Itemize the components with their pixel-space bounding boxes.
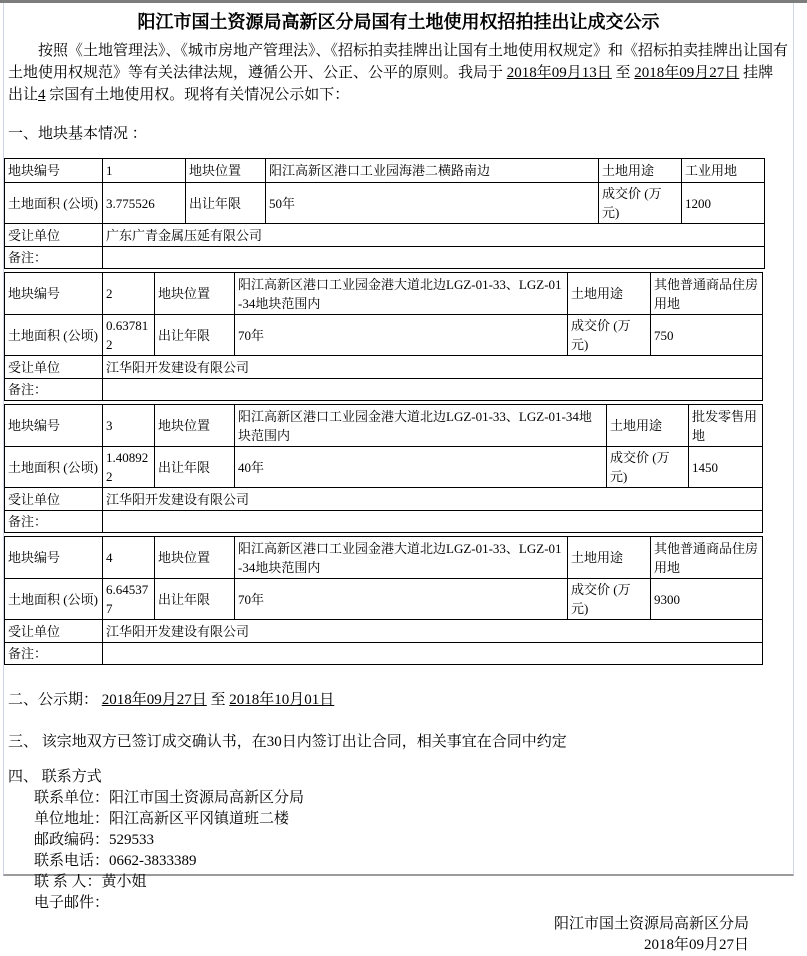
table-row xyxy=(5,247,765,269)
contact-value: 529533 xyxy=(109,832,155,848)
parcel-land-use-value: 批发零售用地 xyxy=(689,405,763,447)
contact-line-address xyxy=(34,809,793,830)
label-area: 土地面积 (公顷) xyxy=(5,447,103,488)
parcel-price-value: 1450 xyxy=(689,447,763,488)
parcel-land-use-value: 其他普通商品住房用地 xyxy=(651,537,763,579)
label-remark: 备注： xyxy=(5,511,103,533)
label-remark: 备注： xyxy=(5,643,103,665)
contact-label: 单位地址： xyxy=(34,811,110,827)
label-remark: 备注： xyxy=(5,247,103,269)
parcel-term-value: 50年 xyxy=(266,183,599,224)
parcel-location-value: 阳江高新区港口工业园金港大道北边LGZ-01-33、LGZ-01-34地块范围内 xyxy=(235,537,568,579)
parcel-area-value: 0.637812 xyxy=(103,315,155,356)
label-parcel-no: 地块编号 xyxy=(5,537,103,579)
section-1-heading: 一、地块基本情况 ： xyxy=(8,126,147,142)
table-row xyxy=(5,643,763,665)
label-term: 出让年限 xyxy=(155,447,235,488)
contact-value: 阳江高新区平冈镇道班二楼 xyxy=(109,811,290,827)
contact-label: 联 系 人： xyxy=(34,874,102,890)
contact-info xyxy=(4,788,793,914)
label-area: 土地面积 (公顷) xyxy=(5,579,103,620)
table-row xyxy=(5,405,763,447)
label-parcel-no: 地块编号 xyxy=(5,159,103,183)
label-remark: 备注： xyxy=(5,379,103,401)
page-frame xyxy=(3,3,794,953)
signature-block xyxy=(4,914,793,956)
parcel-land-use-value: 工业用地 xyxy=(682,159,765,183)
parcel-buyer-value: 广东广青金属压延有限公司 xyxy=(103,224,765,247)
publicity-end-date: 2018年10月01日 xyxy=(229,692,335,708)
parcel-area-value: 6.645377 xyxy=(103,579,155,620)
parcel-remark-value xyxy=(103,247,765,269)
parcel-table-2 xyxy=(4,272,763,401)
label-price: 成交价 (万元) xyxy=(607,447,689,488)
table-row xyxy=(5,579,763,620)
parcel-table-3 xyxy=(4,404,763,533)
section-2-prefix: 二、公示期： xyxy=(8,692,102,708)
table-row xyxy=(5,488,763,511)
publicity-start-date: 2018年09月27日 xyxy=(101,692,207,708)
section-3-contract-note: 三、 该宗地双方已签订成交确认书，在30日内签订出让合同，相关事宜在合同中约定 xyxy=(8,734,567,750)
label-area: 土地面积 (公顷) xyxy=(5,183,103,224)
table-row xyxy=(5,224,765,247)
label-location: 地块位置 xyxy=(186,159,266,183)
parcel-no-value: 2 xyxy=(103,273,155,315)
parcel-land-use-value: 其他普通商品住房用地 xyxy=(651,273,763,315)
table-row xyxy=(5,620,763,643)
parcel-location-value: 阳江高新区港口工业园海港二横路南边 xyxy=(266,159,599,183)
intro-text-2: 挂牌出让 xyxy=(8,65,774,103)
label-price: 成交价 (万元) xyxy=(568,315,651,356)
parcel-term-value: 70年 xyxy=(235,315,568,356)
label-price: 成交价 (万元) xyxy=(568,579,651,620)
label-parcel-no: 地块编号 xyxy=(5,273,103,315)
parcel-remark-value xyxy=(103,643,763,665)
parcel-area-value: 1.408922 xyxy=(103,447,155,488)
parcel-remark-value xyxy=(103,511,763,533)
section-2-publicity-period xyxy=(8,689,793,711)
label-land-use: 土地用途 xyxy=(599,159,682,183)
parcel-remark-value xyxy=(103,379,763,401)
table-row xyxy=(5,315,763,356)
contact-value: 0662-3833389 xyxy=(109,853,197,869)
parcel-price-value: 1200 xyxy=(682,183,765,224)
contact-label: 电子邮件： xyxy=(34,895,110,911)
table-row xyxy=(5,379,763,401)
contact-line-postcode xyxy=(34,830,793,851)
listing-start-date: 2018年09月13日 xyxy=(506,65,612,81)
issue-date: 2018年09月27日 xyxy=(643,937,749,953)
parcel-term-value: 40年 xyxy=(235,447,607,488)
parcel-term-value: 70年 xyxy=(235,579,568,620)
label-buyer: 受让单位 xyxy=(5,488,103,511)
table-row xyxy=(5,447,763,488)
listing-end-date: 2018年09月27日 xyxy=(634,65,740,81)
parcel-location-value: 阳江高新区港口工业园金港大道北边LGZ-01-33、LGZ-01-34地块范围内 xyxy=(235,405,607,447)
label-land-use: 土地用途 xyxy=(568,537,651,579)
parcel-location-value: 阳江高新区港口工业园金港大道北边LGZ-01-33、LGZ-01-34地块范围内 xyxy=(235,273,568,315)
label-buyer: 受让单位 xyxy=(5,224,103,247)
page-title: 阳江市国土资源局高新区分局国有土地使用权招拍挂出让成交公示 xyxy=(137,12,660,32)
contact-line-person xyxy=(34,872,793,893)
label-term: 出让年限 xyxy=(155,579,235,620)
intro-text-1: 按照《土地管理法》、《城市房地产管理法》、《招标拍卖挂牌出让国有土地使用权规定》和《招标拍卖挂牌出让国有土地使用权规范》等有关法律法规，遵循公开、公正、公平的原则。我局于 xyxy=(8,43,789,81)
label-location: 地块位置 xyxy=(155,273,235,315)
table-row xyxy=(5,183,765,224)
parcel-area-value: 3.775526 xyxy=(103,183,186,224)
contact-label: 邮政编码： xyxy=(34,832,110,848)
parcel-buyer-value: 江华阳开发建设有限公司 xyxy=(103,620,763,643)
table-row xyxy=(5,159,765,183)
label-land-use: 土地用途 xyxy=(607,405,689,447)
parcel-no-value: 4 xyxy=(103,537,155,579)
contact-line-email xyxy=(34,893,793,914)
intro-text-3: 宗国有土地使用权。现将有关情况公示如下： xyxy=(45,87,350,103)
contact-line-unit xyxy=(34,788,793,809)
parcel-no-value: 1 xyxy=(103,159,186,183)
contact-label: 联系单位： xyxy=(34,790,110,806)
label-land-use: 土地用途 xyxy=(568,273,651,315)
table-row xyxy=(5,511,763,533)
parcel-buyer-value: 江华阳开发建设有限公司 xyxy=(103,356,763,379)
parcel-price-value: 9300 xyxy=(651,579,763,620)
label-term: 出让年限 xyxy=(155,315,235,356)
contact-line-phone xyxy=(34,851,793,872)
label-area: 土地面积 (公顷) xyxy=(5,315,103,356)
contact-value: 阳江市国土资源局高新区分局 xyxy=(109,790,305,806)
table-row xyxy=(5,537,763,579)
label-price: 成交价 (万元) xyxy=(599,183,682,224)
parcel-table-1 xyxy=(4,158,765,269)
parcel-count: 4 xyxy=(38,87,46,103)
label-term: 出让年限 xyxy=(186,183,266,224)
label-parcel-no: 地块编号 xyxy=(5,405,103,447)
intro-paragraph xyxy=(8,40,788,106)
parcel-table-4 xyxy=(4,536,763,665)
label-buyer: 受让单位 xyxy=(5,620,103,643)
label-location: 地块位置 xyxy=(155,405,235,447)
section-4-heading: 四、 联系方式 xyxy=(8,769,102,785)
label-location: 地块位置 xyxy=(155,537,235,579)
parcel-buyer-value: 江华阳开发建设有限公司 xyxy=(103,488,763,511)
issuing-org: 阳江市国土资源局高新区分局 xyxy=(553,916,749,932)
parcel-price-value: 750 xyxy=(651,315,763,356)
contact-value: 黄小姐 xyxy=(101,874,147,890)
label-buyer: 受让单位 xyxy=(5,356,103,379)
table-row xyxy=(5,273,763,315)
table-row xyxy=(5,356,763,379)
contact-label: 联系电话： xyxy=(34,853,110,869)
intro-text-between: 至 xyxy=(611,65,635,81)
section-2-between: 至 xyxy=(206,692,230,708)
parcel-no-value: 3 xyxy=(103,405,155,447)
